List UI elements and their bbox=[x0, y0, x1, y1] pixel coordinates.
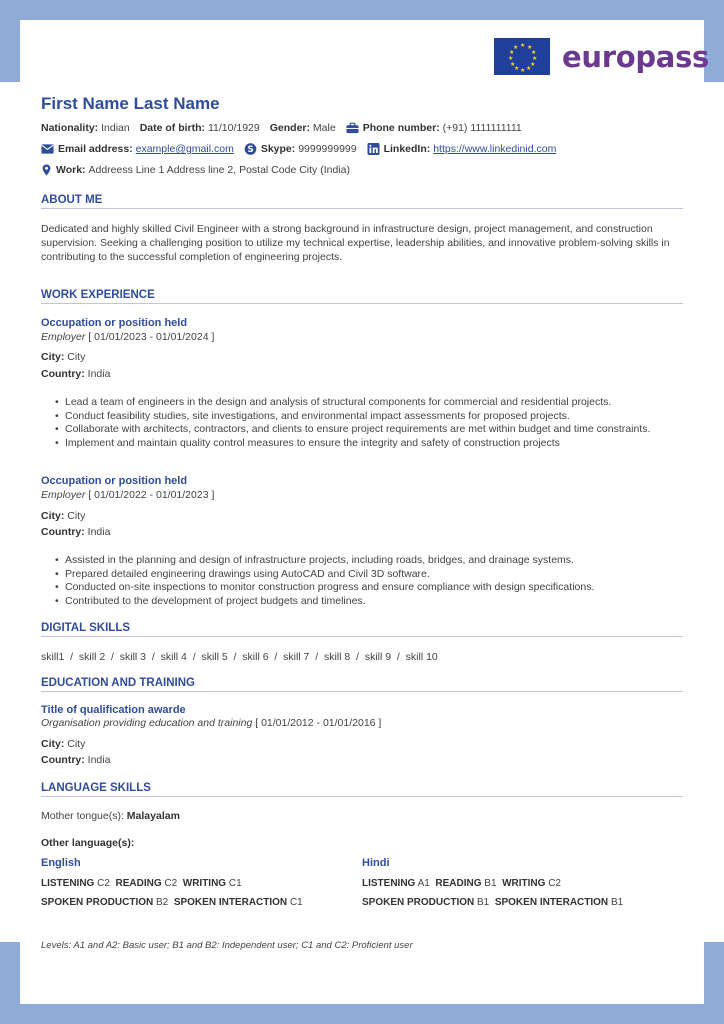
country-label: Country: bbox=[41, 754, 85, 766]
list-item: • Implement and maintain quality control measures to ensure the integrity and safety of construction projects bbox=[55, 437, 670, 451]
nationality-label: Nationality: bbox=[41, 122, 99, 134]
email-label: Email address: bbox=[58, 143, 133, 155]
language-levels-row bbox=[41, 878, 242, 889]
other-languages-label bbox=[41, 837, 134, 849]
europass-logo bbox=[494, 38, 709, 75]
email-icon bbox=[41, 143, 54, 155]
country-value: India bbox=[87, 368, 111, 380]
skype-label: Skype: bbox=[260, 143, 296, 155]
section-heading-about: ABOUT ME bbox=[41, 194, 683, 209]
frame-corner bbox=[0, 942, 20, 1004]
brand-name: europass bbox=[562, 39, 709, 74]
list-item: • Assisted in the planning and design of infrastructure projects, including roads, bridges, and drainage systems. bbox=[55, 554, 670, 568]
listening-level: C2 bbox=[97, 878, 110, 889]
education-org: Organisation providing education and training bbox=[41, 717, 253, 729]
list-item: • Contributed to the development of project budgets and timelines. bbox=[55, 595, 670, 609]
skype-value: 9999999999 bbox=[298, 143, 357, 155]
mother-tongue-value: Malayalam bbox=[126, 810, 180, 822]
job-city bbox=[41, 510, 85, 522]
job-duties-list bbox=[55, 554, 670, 608]
levels-footnote: Levels: A1 and A2: Basic user; B1 and B2: Independent user; C1 and C2: Proﬁcient user bbox=[41, 940, 413, 951]
job-employer-dates bbox=[41, 331, 214, 343]
work-address: Addreess Line 1 Address line 2, Postal Code City (India) bbox=[88, 164, 350, 176]
mother-tongue-label: Mother tongue(s): bbox=[41, 810, 124, 822]
dob-label: Date of birth: bbox=[139, 122, 206, 134]
writing-level: C1 bbox=[228, 878, 242, 889]
education-dates: [ 01/01/2012 - 01/01/2016 ] bbox=[252, 717, 382, 729]
list-item: • Conducted on-site inspections to monitor construction progress and ensure compliance with design speciﬁcations. bbox=[55, 581, 670, 595]
mother-tongue bbox=[41, 810, 180, 822]
location-pin-icon bbox=[41, 164, 52, 176]
email-link[interactable]: example@gmail.com bbox=[135, 143, 234, 155]
reading-label: READING bbox=[115, 878, 162, 889]
list-item: • Prepared detailed engineering drawings using AutoCAD and Civil 3D software. bbox=[55, 568, 670, 582]
education-city bbox=[41, 738, 85, 750]
top-frame-bar bbox=[0, 0, 724, 20]
job-duties-list bbox=[55, 396, 670, 450]
job-dates: [ 01/01/2022 - 01/01/2023 ] bbox=[85, 489, 215, 501]
phone-value: (+91) 1111111111 bbox=[442, 122, 522, 134]
gender-value: Male bbox=[312, 122, 336, 134]
country-label: Country: bbox=[41, 526, 85, 538]
city-value: City bbox=[67, 510, 86, 522]
country-value: India bbox=[87, 526, 111, 538]
city-label: City: bbox=[41, 351, 65, 363]
section-heading-digital: DIGITAL SKILLS bbox=[41, 622, 683, 637]
city-value: City bbox=[67, 738, 86, 750]
frame-corner bbox=[704, 942, 724, 1004]
city-value: City bbox=[67, 351, 86, 363]
employer: Employer bbox=[41, 489, 86, 501]
phone-label: Phone number: bbox=[362, 122, 440, 134]
section-heading-languages: LANGUAGE SKILLS bbox=[41, 782, 683, 797]
listening-level: A1 bbox=[417, 878, 430, 889]
language-levels-row bbox=[362, 878, 561, 889]
linkedin-link[interactable]: https://www.linkedinid.com bbox=[433, 143, 557, 155]
reading-label: READING bbox=[435, 878, 482, 889]
spoken-production-level: B1 bbox=[477, 897, 490, 908]
spoken-production-label: SPOKEN PRODUCTION bbox=[41, 897, 154, 908]
job-country bbox=[41, 526, 110, 538]
employer: Employer bbox=[41, 331, 86, 343]
qualification-title: Title of qualiﬁcation awarde bbox=[41, 704, 186, 716]
about-text: Dedicated and highly skilled Civil Engineer with a strong background in infrastructure design, project management, and construction supervision. Seeking a challenging position to utilize my technical expertise, leadership abilities, and innovative problem-solving skills in contributing to the successful completion of engineering projects. bbox=[41, 223, 670, 263]
linkedin-icon bbox=[367, 143, 380, 155]
work-label: Work: bbox=[56, 164, 86, 176]
job-country bbox=[41, 368, 110, 380]
skype-icon bbox=[244, 143, 257, 155]
spoken-interaction-label: SPOKEN INTERACTION bbox=[494, 897, 609, 908]
job-city bbox=[41, 351, 85, 363]
dob-value: 11/10/1929 bbox=[207, 122, 260, 134]
language-name: English bbox=[41, 857, 81, 869]
list-item: • Collaborate with architects, contractors, and clients to ensure project requirements are met within budget and time constraints. bbox=[55, 423, 670, 437]
reading-level: B1 bbox=[484, 878, 497, 889]
education-org-dates bbox=[41, 717, 381, 729]
writing-label: WRITING bbox=[182, 878, 227, 889]
spoken-interaction-level: C1 bbox=[289, 897, 303, 908]
country-label: Country: bbox=[41, 368, 85, 380]
section-heading-education: EDUCATION AND TRAINING bbox=[41, 677, 683, 692]
frame-corner bbox=[0, 20, 20, 82]
city-label: City: bbox=[41, 510, 65, 522]
list-item: • Conduct feasibility studies, site investigations, and environmental impact assessments for proposed projects. bbox=[55, 410, 670, 424]
spoken-interaction-level: B1 bbox=[610, 897, 624, 908]
language-name: Hindi bbox=[362, 857, 390, 869]
language-spoken-row bbox=[41, 897, 303, 908]
nationality-value: Indian bbox=[101, 122, 130, 134]
listening-label: LISTENING bbox=[362, 878, 416, 889]
personal-info-line bbox=[41, 122, 522, 134]
work-address-line bbox=[41, 164, 350, 176]
eu-flag-icon: ★ ★ ★ ★ ★ ★ ★ ★ ★ ★ ★ ★ bbox=[494, 38, 550, 75]
phone-briefcase-icon bbox=[346, 122, 359, 134]
job-dates: [ 01/01/2023 - 01/01/2024 ] bbox=[85, 331, 215, 343]
section-heading-work: WORK EXPERIENCE bbox=[41, 289, 683, 304]
spoken-production-label: SPOKEN PRODUCTION bbox=[362, 897, 475, 908]
contact-line bbox=[41, 143, 556, 155]
job-title: Occupation or position held bbox=[41, 475, 188, 487]
digital-skills-list: skill1 / skill 2 / skill 3 / skill 4 / skill 5 / skill 6 / skill 7 / skill 8 / skill 9 / skill 10 bbox=[41, 651, 438, 663]
job-title: Occupation or position held bbox=[41, 317, 188, 329]
writing-level: C2 bbox=[548, 878, 561, 889]
spoken-interaction-label: SPOKEN INTERACTION bbox=[173, 897, 288, 908]
education-country bbox=[41, 754, 110, 766]
gender-label: Gender: bbox=[269, 122, 310, 134]
job-employer-dates bbox=[41, 489, 214, 501]
city-label: City: bbox=[41, 738, 65, 750]
linkedin-label: LinkedIn: bbox=[383, 143, 431, 155]
listening-label: LISTENING bbox=[41, 878, 95, 889]
writing-label: WRITING bbox=[502, 878, 546, 889]
bottom-frame-bar bbox=[0, 1004, 724, 1024]
list-item: • Lead a team of engineers in the design and analysis of structural components for commercial and residential projects. bbox=[55, 396, 670, 410]
other-languages-text: Other language(s): bbox=[41, 837, 135, 849]
person-name: First Name Last Name bbox=[41, 94, 220, 113]
spoken-production-level: B2 bbox=[156, 897, 169, 908]
svg-text:S: S bbox=[247, 145, 254, 155]
country-value: India bbox=[87, 754, 111, 766]
language-spoken-row bbox=[362, 897, 623, 908]
reading-level: C2 bbox=[164, 878, 178, 889]
